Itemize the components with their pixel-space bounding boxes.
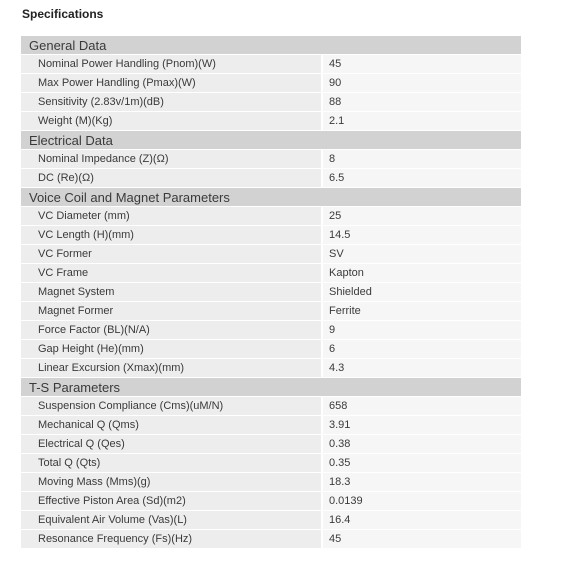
row-label: Max Power Handling (Pmax)(W) bbox=[21, 74, 323, 92]
table-row bbox=[21, 169, 521, 188]
table-row bbox=[21, 55, 521, 74]
row-label: Total Q (Qts) bbox=[21, 454, 323, 472]
row-label: Magnet System bbox=[21, 283, 323, 301]
row-value: 88 bbox=[323, 93, 521, 111]
table-row bbox=[21, 397, 521, 416]
row-label: Magnet Former bbox=[21, 302, 323, 320]
row-value: 16.4 bbox=[323, 511, 521, 529]
row-value: Kapton bbox=[323, 264, 521, 282]
row-value: 90 bbox=[323, 74, 521, 92]
row-value: 0.38 bbox=[323, 435, 521, 453]
row-value: 25 bbox=[323, 207, 521, 225]
section-header-ts-parameters: T-S Parameters bbox=[21, 378, 521, 397]
table-row bbox=[21, 340, 521, 359]
row-value: 0.0139 bbox=[323, 492, 521, 510]
row-label: Nominal Power Handling (Pnom)(W) bbox=[21, 55, 323, 73]
row-value: 18.3 bbox=[323, 473, 521, 491]
row-label: VC Former bbox=[21, 245, 323, 263]
row-label: Mechanical Q (Qms) bbox=[21, 416, 323, 434]
table-row bbox=[21, 74, 521, 93]
row-label: Nominal Impedance (Z)(Ω) bbox=[21, 150, 323, 168]
table-row bbox=[21, 226, 521, 245]
table-row bbox=[21, 454, 521, 473]
row-value: 2.1 bbox=[323, 112, 521, 130]
row-label: VC Length (H)(mm) bbox=[21, 226, 323, 244]
row-label: Linear Excursion (Xmax)(mm) bbox=[21, 359, 323, 377]
row-label: Force Factor (BL)(N/A) bbox=[21, 321, 323, 339]
row-value: 3.91 bbox=[323, 416, 521, 434]
table-row bbox=[21, 264, 521, 283]
row-value: 4.3 bbox=[323, 359, 521, 377]
section-header-electrical-data: Electrical Data bbox=[21, 131, 521, 150]
table-row bbox=[21, 473, 521, 492]
row-label: VC Frame bbox=[21, 264, 323, 282]
row-label: Moving Mass (Mms)(g) bbox=[21, 473, 323, 491]
table-row bbox=[21, 112, 521, 131]
table-row bbox=[21, 530, 521, 549]
section-header-general-data: General Data bbox=[21, 36, 521, 55]
section-header-voice-coil-magnet: Voice Coil and Magnet Parameters bbox=[21, 188, 521, 207]
table-row bbox=[21, 416, 521, 435]
table-row bbox=[21, 150, 521, 169]
row-label: Electrical Q (Qes) bbox=[21, 435, 323, 453]
row-value: Ferrite bbox=[323, 302, 521, 320]
table-row bbox=[21, 321, 521, 340]
row-label: Suspension Compliance (Cms)(uM/N) bbox=[21, 397, 323, 415]
row-value: 6 bbox=[323, 340, 521, 358]
table-row bbox=[21, 93, 521, 112]
row-value: 0.35 bbox=[323, 454, 521, 472]
row-value: Shielded bbox=[323, 283, 521, 301]
row-label: VC Diameter (mm) bbox=[21, 207, 323, 225]
page-title: Specifications bbox=[22, 7, 104, 21]
row-value: 658 bbox=[323, 397, 521, 415]
row-value: 9 bbox=[323, 321, 521, 339]
spec-table bbox=[21, 36, 521, 549]
table-row bbox=[21, 302, 521, 321]
table-row bbox=[21, 245, 521, 264]
row-value: SV bbox=[323, 245, 521, 263]
row-label: Gap Height (He)(mm) bbox=[21, 340, 323, 358]
table-row bbox=[21, 207, 521, 226]
row-value: 8 bbox=[323, 150, 521, 168]
row-label: DC (Re)(Ω) bbox=[21, 169, 323, 187]
row-value: 45 bbox=[323, 55, 521, 73]
table-row bbox=[21, 435, 521, 454]
row-value: 6.5 bbox=[323, 169, 521, 187]
row-label: Resonance Frequency (Fs)(Hz) bbox=[21, 530, 323, 548]
row-label: Weight (M)(Kg) bbox=[21, 112, 323, 130]
table-row bbox=[21, 359, 521, 378]
row-value: 14.5 bbox=[323, 226, 521, 244]
table-row bbox=[21, 511, 521, 530]
row-label: Sensitivity (2.83v/1m)(dB) bbox=[21, 93, 323, 111]
row-label: Effective Piston Area (Sd)(m2) bbox=[21, 492, 323, 510]
table-row bbox=[21, 492, 521, 511]
row-label: Equivalent Air Volume (Vas)(L) bbox=[21, 511, 323, 529]
row-value: 45 bbox=[323, 530, 521, 548]
table-row bbox=[21, 283, 521, 302]
